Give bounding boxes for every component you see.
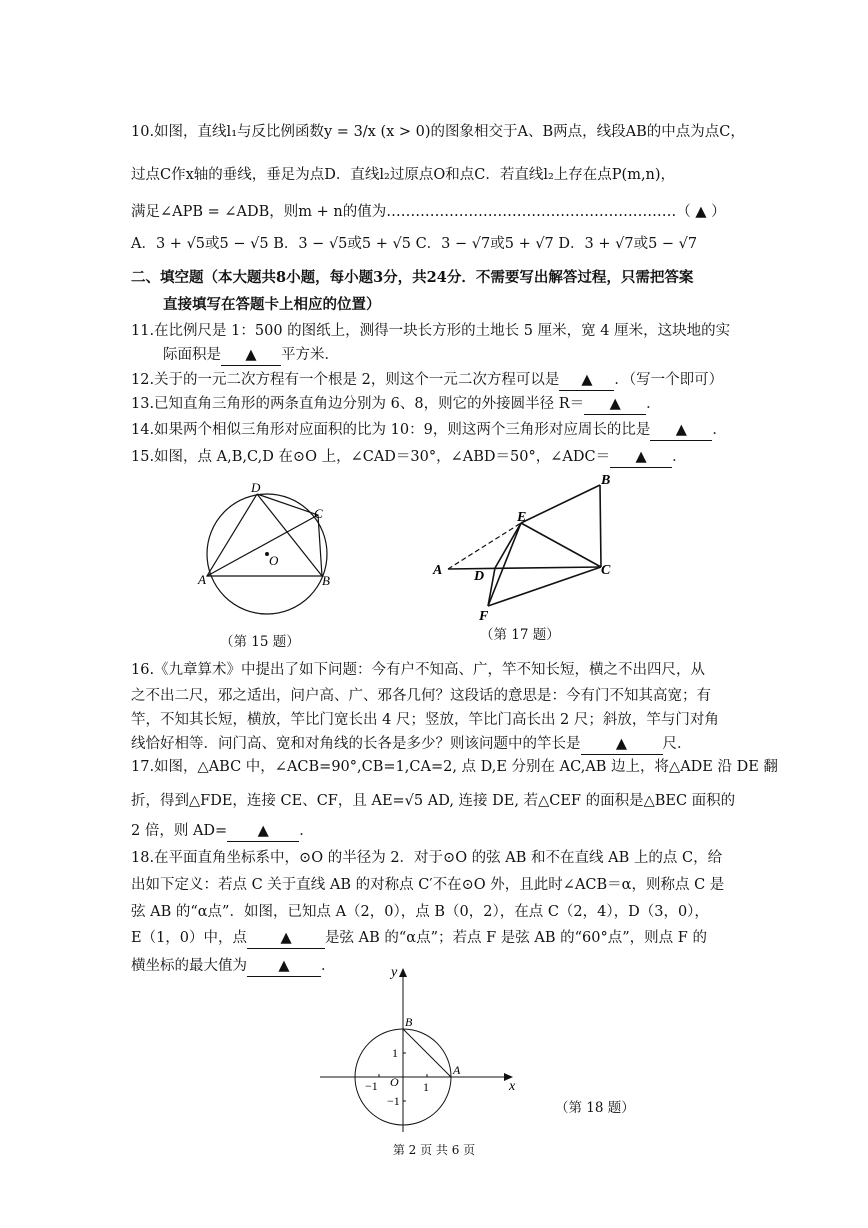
q18-text-c: 横坐标的最大值为 xyxy=(131,958,247,974)
q10-line3: 满足∠APB = ∠ADB，则m + n的值为……………………………………………………（ ▲ ） xyxy=(131,204,726,220)
q13-tail: ． xyxy=(646,396,661,412)
q12-answer-blank: ▲ xyxy=(559,370,614,391)
section2-heading-cont: 直接填写在答题卡上相应的位置） xyxy=(163,296,381,313)
figure-18 xyxy=(315,960,525,1140)
fig17-dashed-ae xyxy=(448,523,521,569)
fig17-segment-ef xyxy=(488,523,521,606)
q17-line3 xyxy=(131,821,314,842)
q17-line2: 折，得到△FDE，连接 CE、CF，且 AE=√5 AD, 连接 DE, 若△CEF 的面积是△BEC 面积的 xyxy=(131,793,736,809)
fig17-label-f: F xyxy=(479,609,489,620)
q14-text: 14.如果两个相似三角形对应面积的比为 10：9，则这两个三角形对应周长的比是 xyxy=(131,422,651,438)
fig18-label-yneg1: −1 xyxy=(387,1094,400,1108)
q14-line xyxy=(131,420,727,441)
fig18-caption: （第 18 题） xyxy=(555,1100,635,1116)
q16-unit: 尺． xyxy=(662,736,692,752)
q18-line2: 出如下定义：若点 C 关于直线 AB 的对称点 C′不在⊙O 外，且此时∠ACB＝α，则称点 C 是 xyxy=(131,877,725,893)
fig17-side-be xyxy=(521,485,600,523)
q18-line4 xyxy=(131,928,707,949)
fig17-segment-ec xyxy=(521,523,601,567)
q12-tail: ．（写一个即可） xyxy=(614,372,724,388)
q14-answer-blank: ▲ xyxy=(650,420,712,441)
q18-line5 xyxy=(131,956,336,977)
fig17-side-cb xyxy=(600,485,601,567)
fig15-label-c: C xyxy=(314,506,323,521)
q11-answer-blank: ▲ xyxy=(221,345,281,366)
figure-17 xyxy=(425,470,635,620)
fig15-label-o: O xyxy=(269,553,279,568)
fig18-chord-ab xyxy=(403,1029,451,1077)
q12-line xyxy=(131,370,723,391)
q17-line1: 17.如图，△ABC 中，∠ACB=90°,CB=1,CA=2, 点 D,E 分别在 AC,AB 边上，将△ADE 沿 DE 翻 xyxy=(131,759,778,775)
q12-text: 12.关于的一元二次方程有一个根是 2，则这个一元二次方程可以是 xyxy=(131,372,560,388)
q13-answer-blank: ▲ xyxy=(584,394,646,415)
figure-15 xyxy=(195,478,345,623)
q16-line3: 竿，不知其长短，横放，竿比门宽长出 4 尺；竖放，竿比门高长出 2 尺；斜放，竿与门对角 xyxy=(131,712,719,728)
q17-answer-blank: ▲ xyxy=(227,821,299,842)
q16-line4 xyxy=(131,734,692,755)
fig17-label-b: B xyxy=(601,473,611,488)
fig15-quadrilateral xyxy=(207,494,322,576)
fig18-label-y1: 1 xyxy=(392,1046,398,1060)
fig15-diagonal-bd xyxy=(257,494,322,576)
q18-tail: ． xyxy=(321,958,336,974)
fig18-label-b: B xyxy=(405,1015,413,1029)
fig18-label-a: A xyxy=(453,1063,461,1077)
q14-tail: ． xyxy=(712,422,727,438)
q11-line2 xyxy=(163,345,339,366)
fig17-caption: （第 17 题） xyxy=(480,627,560,643)
q11-line1: 11.在比例尺是 1：500 的图纸上，测得一块长方形的土地长 5 厘米，宽 4 厘米，这块地的实 xyxy=(131,323,731,339)
q10-options: A．3 + √5或5 − √5 B．3 − √5或5 + √5 C．3 − √7或5 + √7 D．3 + √7或5 − √7 xyxy=(131,236,698,252)
q11-text: 际面积是 xyxy=(163,347,221,363)
q13-line xyxy=(131,394,661,415)
q11-unit: 平方米． xyxy=(281,347,339,363)
page-number: 第 2 页 共 6 页 xyxy=(392,1143,476,1157)
fig18-label-o: O xyxy=(390,1075,399,1089)
q16-text: 线恰好相等．问门高、宽和对角线的长各是多少？则该问题中的竿长是 xyxy=(131,736,581,752)
fig15-label-d: D xyxy=(251,480,261,495)
q15-tail: ． xyxy=(672,449,687,465)
q17-text: 2 倍，则 AD= xyxy=(131,823,228,839)
fig18-label-xneg1: −1 xyxy=(365,1079,378,1093)
q15-line xyxy=(131,447,687,468)
fig17-label-d: D xyxy=(474,569,485,584)
q10-line1: 10.如图，直线l₁与反比例函数y = 3/x (x > 0)的图象相交于A、B两点，线段AB的中点为点C， xyxy=(131,124,745,140)
fig17-label-c: C xyxy=(601,563,611,578)
fig15-diagonal-ac xyxy=(207,515,318,576)
fig17-fold-de xyxy=(495,523,521,568)
q18-answer-blank-2: ▲ xyxy=(247,956,321,977)
fig17-label-e: E xyxy=(517,510,527,525)
fig15-label-a: A xyxy=(198,572,206,587)
fig17-segment-fc xyxy=(488,567,601,606)
q16-line2: 之不出二尺，邪之适出，问户高、广、邪各几何？这段话的意思是：今有门不知其高宽；有 xyxy=(131,688,711,704)
q18-answer-blank-1: ▲ xyxy=(247,928,325,949)
fig17-segment-df xyxy=(488,568,495,606)
q10-line2: 过点C作x轴的垂线，垂足为点D．直线l₂过原点O和点C．若直线l₂上存在点P(m,n)， xyxy=(131,167,676,183)
fig18-label-x: x xyxy=(509,1079,516,1094)
q18-line1: 18.在平面直角坐标系中，⊙O 的半径为 2．对于⊙O 的弦 AB 和不在直线 AB 上的点 C，给 xyxy=(131,850,723,866)
q16-answer-blank: ▲ xyxy=(581,734,663,755)
fig17-label-a: A xyxy=(433,563,443,578)
q13-text: 13.已知直角三角形的两条直角边分别为 6、8，则它的外接圆半径 R＝ xyxy=(131,396,585,412)
q16-line1: 16.《九章算术》中提出了如下问题：今有户不知高、广，竿不知长短，横之不出四尺，从 xyxy=(131,662,706,678)
fig18-y-arrow xyxy=(399,968,407,977)
q15-answer-blank: ▲ xyxy=(610,447,672,468)
fig18-label-y: y xyxy=(391,965,398,980)
section2-heading: 二、填空题（本大题共8小题，每小题3分，共24分．不需要写出解答过程，只需把答案 xyxy=(131,269,694,286)
q15-text: 15.如图，点 A,B,C,D 在⊙O 上，∠CAD＝30°，∠ABD＝50°，∠ADC＝ xyxy=(131,449,611,465)
q17-tail: ． xyxy=(299,823,314,839)
q18-line3: 弦 AB 的“α点”．如图，已知点 A（2，0），点 B（0，2），在点 C（2，4），D（3，0）， xyxy=(131,904,709,920)
q18-text-b: 是弦 AB 的“α点”；若点 F 是弦 AB 的“60°点”，则点 F 的 xyxy=(325,930,707,946)
fig17-side-ac xyxy=(448,567,601,569)
fig15-label-b: B xyxy=(322,573,330,588)
fig15-caption: （第 15 题） xyxy=(220,634,300,650)
fig18-label-x1: 1 xyxy=(423,1080,429,1094)
q18-text-a: E（1，0）中，点 xyxy=(131,930,248,946)
